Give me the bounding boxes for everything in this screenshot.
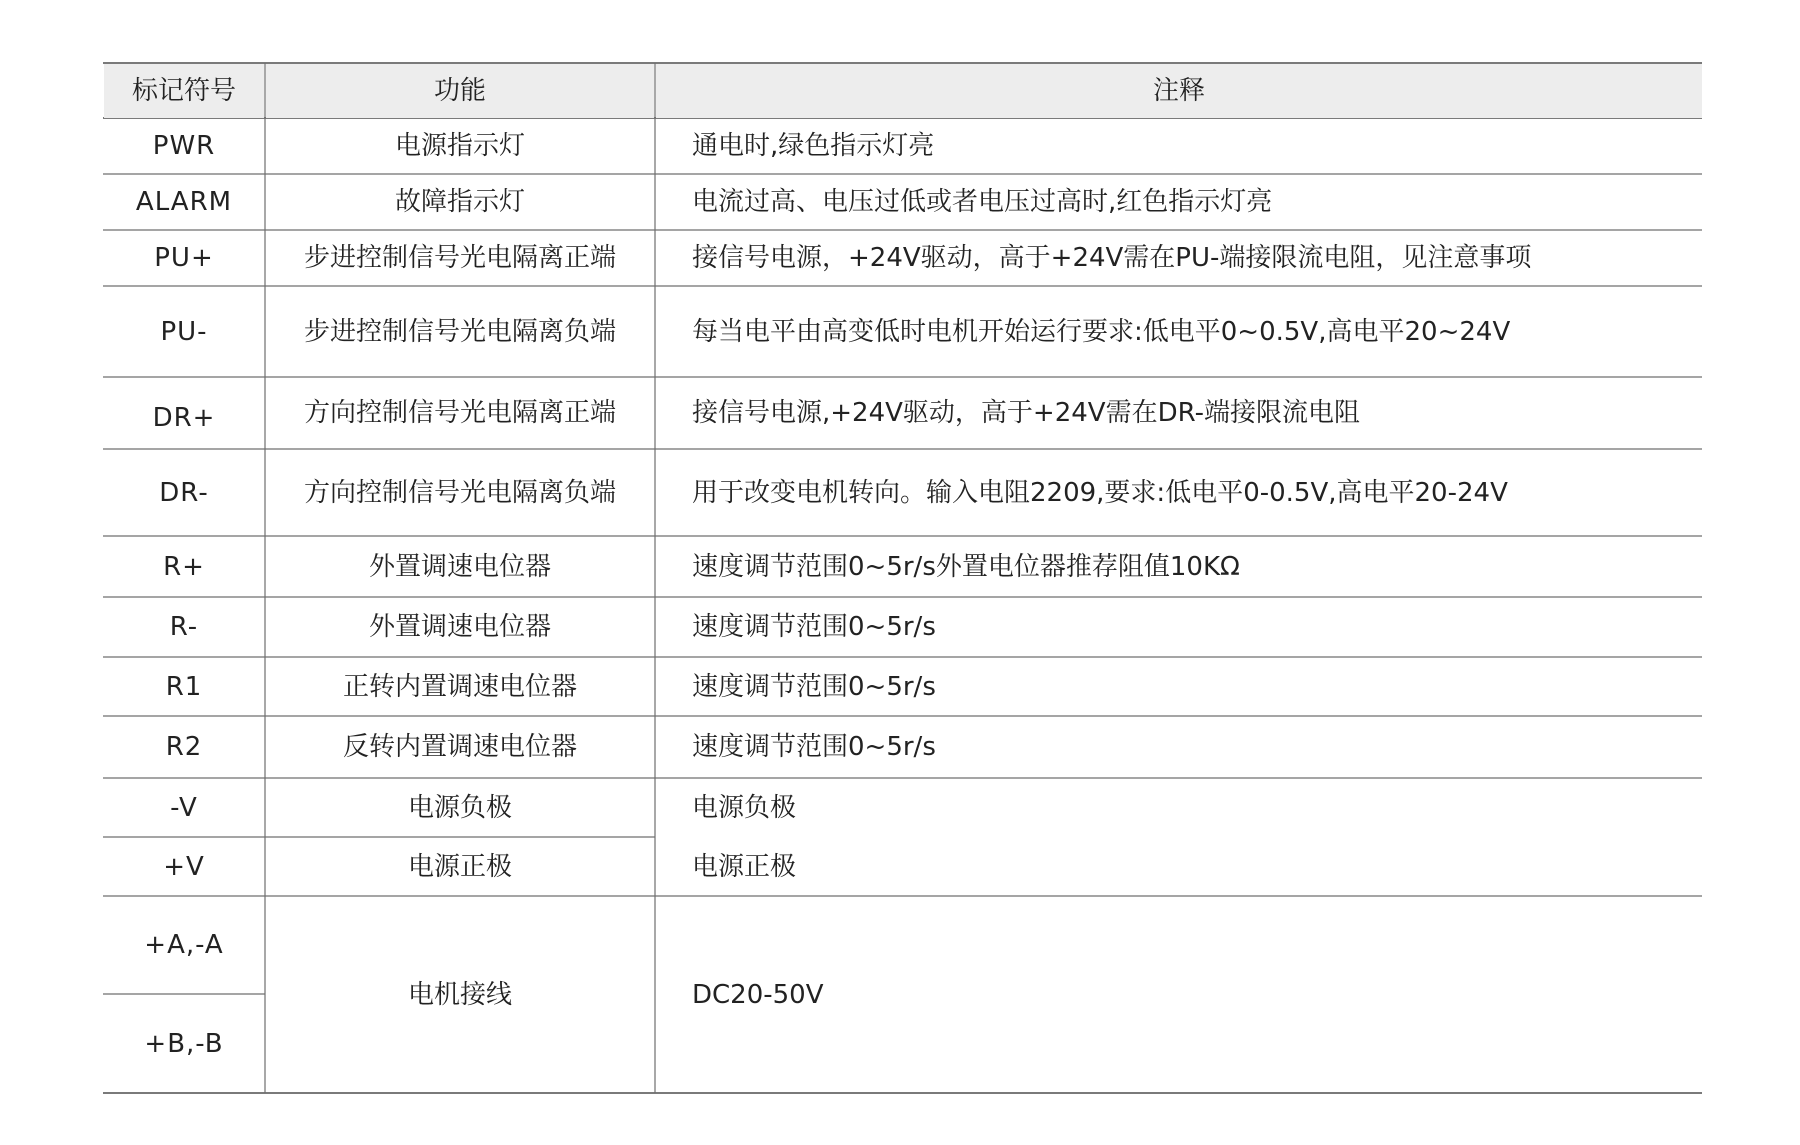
row-function: 方向控制信号光电隔离正端 xyxy=(303,398,616,428)
row-note: 电流过高、电压过低或者电压过高时,红色指示灯亮 xyxy=(692,187,1273,217)
row-note: 速度调节范围0~5r/s xyxy=(692,612,936,642)
row-function: 电机接线 xyxy=(407,979,512,1010)
row-function: 外置调速电位器 xyxy=(368,612,551,642)
row-function: 电源负极 xyxy=(407,792,512,823)
header-note: 注释 xyxy=(656,64,1702,118)
row-function: 反转内置调速电位器 xyxy=(342,732,577,762)
row-symbol: +A,-A xyxy=(144,930,224,960)
row-note: 通电时,绿色指示灯亮 xyxy=(692,131,935,161)
row-note: 速度调节范围0~5r/s外置电位器推荐阻值10KΩ xyxy=(692,551,1240,582)
header-symbol: 标记符号 xyxy=(104,64,264,118)
row-function: 外置调速电位器 xyxy=(368,551,551,582)
row-function: 步进控制信号光电隔离负端 xyxy=(303,316,616,347)
row-note: 电源正极 xyxy=(692,851,797,882)
row-note: DC20-50V xyxy=(692,979,824,1010)
row-note: 接信号电源,+24V驱动，高于+24V需在DR-端接限流电阻 xyxy=(692,398,1360,428)
row-function: 故障指示灯 xyxy=(394,187,525,217)
row-note: 每当电平由高变低时电机开始运行要求:低电平0~0.5V,高电平20~24V xyxy=(692,316,1511,347)
row-note: 电源负极 xyxy=(692,792,797,823)
row-function: 步进控制信号光电隔离正端 xyxy=(303,243,616,273)
row-function: 电源正极 xyxy=(407,851,512,882)
row-symbol: PU+ xyxy=(154,243,214,273)
row-note: 速度调节范围0~5r/s xyxy=(692,732,936,762)
row-note: 用于改变电机转向。输入电阻2209,要求:低电平0-0.5V,高电平20-24V xyxy=(692,477,1508,508)
row-function: 方向控制信号光电隔离负端 xyxy=(303,477,616,508)
row-symbol: DR+ xyxy=(152,403,216,433)
row-symbol: PU- xyxy=(160,316,208,347)
row-symbol: +V xyxy=(163,851,205,882)
row-symbol: DR- xyxy=(159,477,209,508)
row-symbol: +B,-B xyxy=(144,1028,224,1059)
row-function: 正转内置调速电位器 xyxy=(342,671,577,702)
header-function: 功能 xyxy=(266,64,654,118)
row-symbol: R1 xyxy=(165,671,203,702)
row-symbol: PWR xyxy=(152,131,216,161)
row-note: 速度调节范围0~5r/s xyxy=(692,671,936,702)
row-note: 接信号电源，+24V驱动，高于+24V需在PU-端接限流电阻，见注意事项 xyxy=(692,243,1532,273)
row-symbol: -V xyxy=(170,792,198,823)
row-function: 电源指示灯 xyxy=(394,131,525,161)
row-symbol: R+ xyxy=(163,551,205,582)
row-symbol: ALARM xyxy=(135,187,233,217)
row-symbol: R- xyxy=(169,612,199,642)
row-symbol: R2 xyxy=(165,732,203,762)
